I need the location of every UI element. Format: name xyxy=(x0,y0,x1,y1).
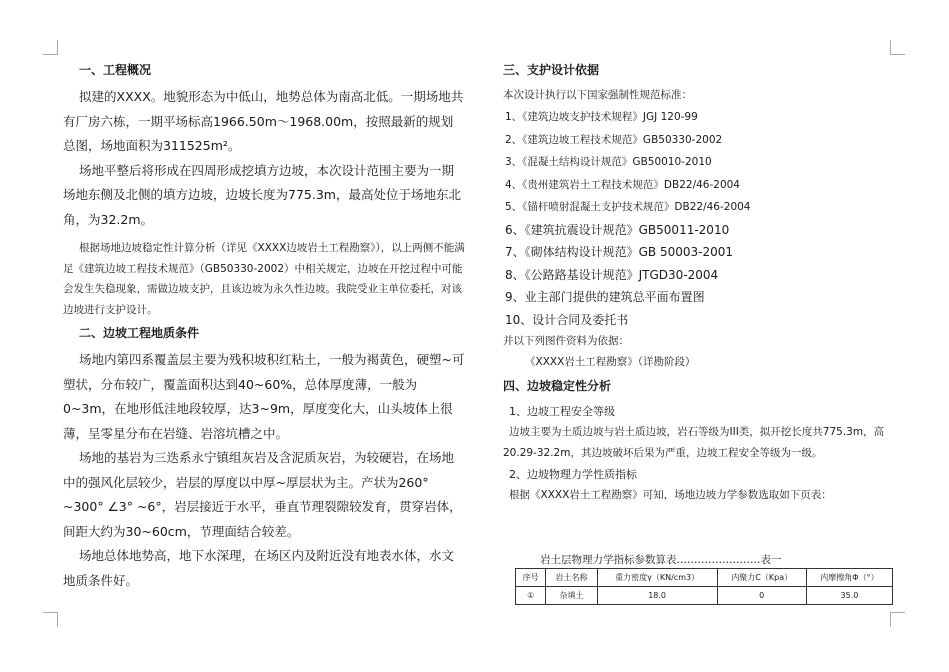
section-4-title: 四、边坡稳定性分析 xyxy=(503,379,612,393)
table-cell: 0 xyxy=(717,587,806,605)
survey-reference: 《XXXX岩土工程勘察》（详勘阶段） xyxy=(525,356,696,368)
s1-paragraph-2: 场地平整后将形成在四周形成挖填方边坡，本次设计范围主要为一期场地东侧及北侧的填方边坡，边坡长度为775.3m，最高处位于场地东北角，为32.2m。 xyxy=(63,162,461,227)
s1-paragraph-1: 拟建的XXXX。地貌形态为中低山，地势总体为南高北低。一期场地共有厂房六栋，一期平场标高1966.50m～1968.00m，按照最新的规划总图，场地面积为311525m²。 xyxy=(63,89,464,153)
section-3-title: 三、支护设计依据 xyxy=(503,63,600,77)
crop-mark-bottom-left xyxy=(43,612,58,627)
s4-paragraph-2: 根据《XXXX岩土工程勘察》可知，场地边坡力学参数选取如下页表： xyxy=(509,489,832,501)
spec-item-3: 3、《混凝土结构设计规范》GB50010-2010 xyxy=(505,156,712,168)
table-header: 内摩擦角Φ（°） xyxy=(806,569,892,587)
table-header: 序号 xyxy=(516,569,546,587)
spec-item-7: 7、《砌体结构设计规范》GB 50003-2001 xyxy=(505,245,734,259)
spec-item-10: 10、设计合同及委托书 xyxy=(505,312,629,327)
table-header: 内聚力C（Kpa） xyxy=(717,569,806,587)
s2-paragraph-2: 场地的基岩为三迭系永宁镇组灰岩及含泥质灰岩，为较硬岩，在场地中的强风化层较少，岩层的厚度以中厚~厚层状为主。产状为260° ~300° ∠3° ~6°，岩层接近于水平，垂直节理裂隙较发育，贯穿岩体，间距大约为30~60cm，节理面结合较差。 xyxy=(63,450,462,539)
table-cell: ① xyxy=(516,587,546,605)
spec-item-9: 9、业主部门提供的建筑总平面布置图 xyxy=(505,290,705,304)
section-2-title: 二、边坡工程地质条件 xyxy=(79,326,200,340)
table-cell: 杂填土 xyxy=(546,587,597,605)
crop-mark-bottom-right xyxy=(890,612,905,627)
s2-paragraph-3: 场地总体地势高，地下水深理，在场区内及附近没有地表水体，水文地质条件好。 xyxy=(63,548,455,588)
s1-paragraph-3: 根据场地边坡稳定性计算分析（详见《XXXX边坡岩土工程勘察》），以上两侧不能满足《建筑边坡工程技术规范》（GB50330-2002）中相关规定，边坡在开挖过程中可能会发生失稳现象，需做边坡支护，且该边坡为永久性边坡。我院受业主单位委托，对该边坡进行支护设计。 xyxy=(63,242,465,316)
also-reference: 并以下列图件资料为依据： xyxy=(503,335,629,347)
soil-parameter-table xyxy=(515,568,893,605)
table-header: 重力密度γ（KN/cm3） xyxy=(597,569,717,587)
s3-intro: 本次设计执行以下国家强制性规范标准： xyxy=(503,89,692,101)
spec-item-6: 6、《建筑抗震设计规范》GB50011-2010 xyxy=(505,222,730,237)
left-column xyxy=(63,57,465,593)
right-column xyxy=(503,57,898,506)
table-cell: 18.0 xyxy=(597,587,717,605)
crop-mark-top-right xyxy=(890,40,905,55)
table-header-row xyxy=(516,569,893,587)
section-1-title: 一、工程概况 xyxy=(79,63,152,77)
spec-item-2: 2、《建筑边坡工程技术规范》GB50330-2002 xyxy=(505,133,723,146)
s4-sub-1: 1、边坡工程安全等级 xyxy=(509,405,615,418)
s4-paragraph-1: 边坡主要为土质边坡与岩土质边坡，岩石等级为III类，拟开挖长度共775.3m，高20.29-32.2m，其边坡破坏后果为严重，边坡工程安全等级为一级。 xyxy=(503,426,885,459)
table-cell: 35.0 xyxy=(806,587,892,605)
s2-paragraph-1: 场地内第四系覆盖层主要为残积坡积红粘土，一般为褐黄色，硬塑~可塑状，分布较广，覆盖面积达到40~60%，总体厚度薄，一般为0~3m，在地形低洼地段较厚，达3~9m，厚度变化大，山头坡体上很薄，呈零星分布在岩缝、岩溶坑槽之中。 xyxy=(63,352,465,441)
spec-item-4: 4、《贵州建筑岩土工程技术规范》DB22/46-2004 xyxy=(505,178,740,191)
table-row xyxy=(516,587,893,605)
spec-item-1: 1、《建筑边坡支护技术规程》JGJ 120-99 xyxy=(505,111,698,123)
table-caption: 岩土层物理力学指标参数算表……………………表一 xyxy=(540,554,782,566)
spec-item-8: 8、《公路路基设计规范》JTGD30-2004 xyxy=(505,267,719,282)
crop-mark-top-left xyxy=(43,40,58,55)
table-header: 岩土名称 xyxy=(546,569,597,587)
spec-item-5: 5、《锚杆喷射混凝土支护技术规范》DB22/46-2004 xyxy=(505,201,751,213)
s4-sub-2: 2、边坡物理力学性质指标 xyxy=(509,468,637,481)
